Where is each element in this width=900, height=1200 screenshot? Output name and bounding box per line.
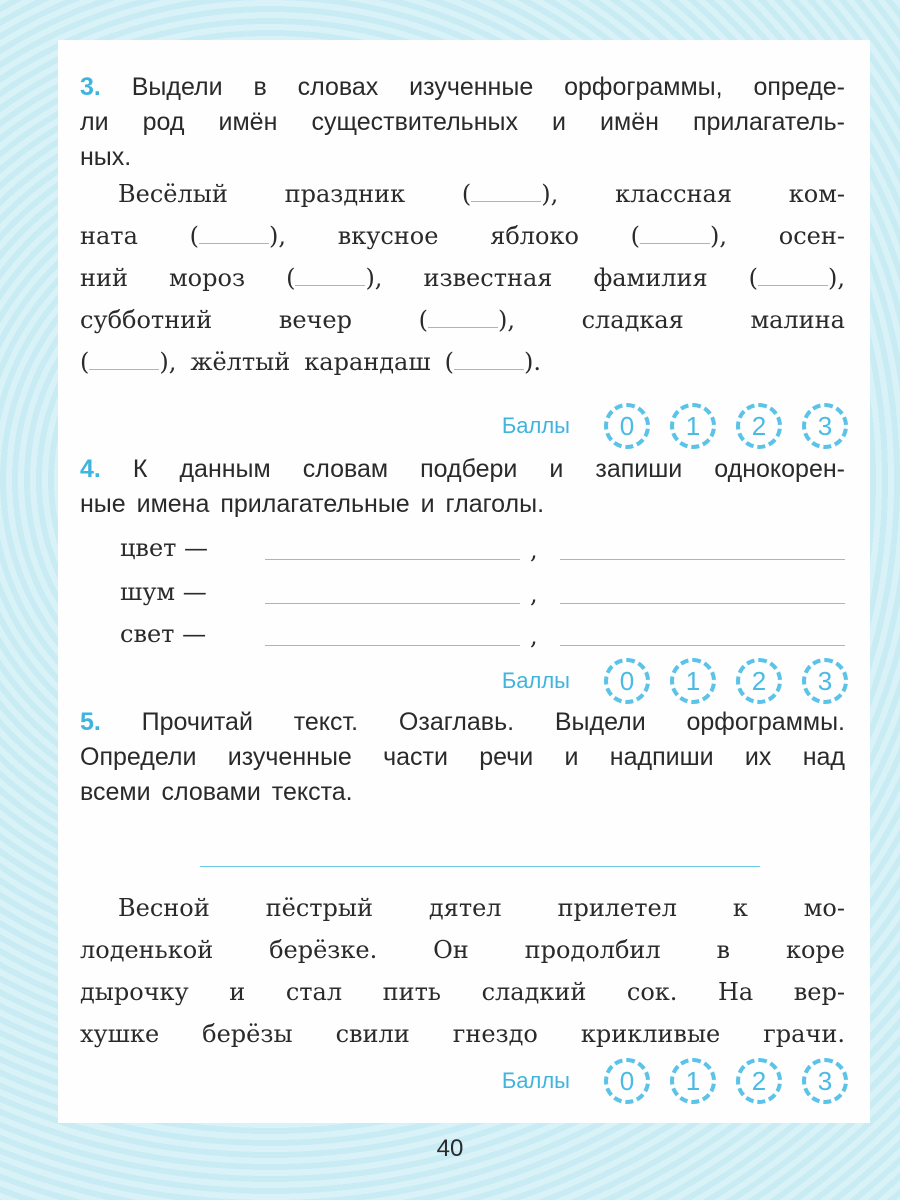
word: Он: [433, 936, 469, 964]
score-option-0[interactable]: 0: [604, 658, 650, 704]
score-option-3[interactable]: 3: [802, 1058, 848, 1104]
score-option-0[interactable]: 0: [604, 403, 650, 449]
word: прилетел: [557, 894, 677, 922]
instruction-line: [80, 705, 845, 740]
text-line: [80, 341, 845, 383]
word: классная: [615, 180, 732, 208]
word: (: [286, 264, 296, 292]
text-line: [80, 887, 845, 929]
word: (: [418, 306, 428, 334]
blank-group: [749, 257, 845, 299]
word: ).: [524, 348, 542, 376]
given-word: свет —: [120, 620, 207, 648]
word: мороз: [169, 264, 246, 292]
instruction-line: [80, 452, 845, 487]
text-line: [80, 173, 845, 215]
answer-blank[interactable]: [89, 350, 159, 370]
answer-line-verb[interactable]: [560, 603, 845, 604]
word: свили: [335, 1020, 410, 1048]
title-answer-line[interactable]: [200, 866, 760, 867]
word: карандаш: [304, 348, 431, 376]
score-label: Баллы: [501, 1068, 570, 1093]
answer-line-verb[interactable]: [560, 645, 845, 646]
blank-group: [419, 299, 515, 341]
word: к: [732, 894, 748, 922]
score-label: Баллы: [501, 668, 570, 693]
answer-blank[interactable]: [428, 308, 498, 328]
answer-blank[interactable]: [758, 266, 828, 286]
word: жёлтый: [190, 348, 291, 376]
text-line: [80, 299, 845, 341]
score-option-2[interactable]: 2: [736, 658, 782, 704]
instruction-text: всеми словами текста.: [80, 778, 353, 806]
given-word: шум —: [120, 578, 207, 606]
answer-blank[interactable]: [454, 350, 524, 370]
instruction-line: [80, 740, 845, 775]
word: коре: [785, 936, 845, 964]
word: (: [444, 348, 455, 376]
score-task-4: [502, 658, 848, 704]
page-number: 40: [436, 1135, 464, 1162]
instruction-line: [80, 70, 845, 105]
word: и: [229, 978, 246, 1006]
instruction-text: Прочитай текст. Озаглавь. Выдели орфограммы.: [141, 708, 845, 736]
word: (: [461, 180, 472, 208]
text-line: [80, 257, 845, 299]
word: берёзы: [202, 1020, 293, 1048]
word: вкусное: [337, 222, 439, 250]
word: ),: [827, 264, 845, 292]
word: берёзке.: [269, 936, 378, 964]
score-task-5: [502, 1058, 848, 1104]
word: (: [630, 222, 641, 250]
instruction-text: ных.: [80, 143, 132, 171]
word: сладкий: [481, 978, 587, 1006]
word: (: [748, 264, 758, 292]
word-row: [120, 614, 845, 654]
word: (: [80, 348, 90, 376]
score-option-3[interactable]: 3: [802, 403, 848, 449]
answer-line-adjective[interactable]: [265, 645, 520, 646]
word: грачи.: [763, 1020, 845, 1048]
task-4-instruction: [80, 452, 845, 522]
task-number: 5.: [80, 708, 101, 736]
text-line: [80, 971, 845, 1013]
instruction-text: ли род имён существительных и имён прилагатель-: [80, 108, 845, 136]
answer-blank[interactable]: [199, 224, 269, 244]
instruction-line: [80, 105, 845, 140]
word: ),: [497, 306, 515, 334]
word: ),: [710, 222, 728, 250]
word: осен-: [778, 222, 845, 250]
word: субботний: [80, 306, 213, 334]
word: ком-: [788, 180, 845, 208]
word: гнездо: [452, 1020, 538, 1048]
score-option-1[interactable]: 1: [670, 403, 716, 449]
word: крикливые: [580, 1020, 721, 1048]
score-option-2[interactable]: 2: [736, 403, 782, 449]
task-5-text: [80, 887, 845, 1055]
word: Весной: [118, 894, 210, 922]
instruction-text: К данным словам подбери и запиши однокорен-: [132, 455, 845, 483]
word: ),: [365, 264, 383, 292]
word: продолбил: [524, 936, 661, 964]
given-word: цвет —: [120, 534, 209, 562]
word: яблоко: [490, 222, 579, 250]
comma: ,: [530, 536, 538, 564]
task-number: 4.: [80, 455, 101, 483]
word: Весёлый: [118, 180, 228, 208]
word: ),: [269, 222, 286, 250]
score-option-1[interactable]: 1: [670, 1058, 716, 1104]
word-row: [120, 572, 845, 612]
score-option-1[interactable]: 1: [670, 658, 716, 704]
blank-group: [80, 341, 176, 383]
score-option-0[interactable]: 0: [604, 1058, 650, 1104]
word: пить: [382, 978, 441, 1006]
word: ната: [80, 222, 138, 250]
score-task-3: [502, 403, 848, 449]
instruction-line: [80, 487, 845, 522]
word: мо-: [803, 894, 845, 922]
answer-line-adjective[interactable]: [265, 559, 520, 560]
word: известная: [423, 264, 553, 292]
word: фамилия: [593, 264, 708, 292]
blank-group: [190, 215, 286, 257]
blank-group: [286, 257, 382, 299]
task-3-instruction: [80, 70, 845, 175]
word: На: [717, 978, 754, 1006]
instruction-text: ные имена прилагательные и глаголы.: [80, 490, 545, 518]
comma: ,: [530, 622, 538, 650]
instruction-line: [80, 140, 845, 175]
comma: ,: [530, 580, 538, 608]
word: праздник: [284, 180, 406, 208]
word: сок.: [626, 978, 678, 1006]
word: вер-: [793, 978, 845, 1006]
score-label: Баллы: [501, 413, 570, 438]
answer-blank[interactable]: [471, 182, 541, 202]
word: дырочку: [80, 978, 189, 1006]
blank-group: [462, 173, 558, 215]
word: хушке: [80, 1020, 160, 1048]
word: лоденькой: [80, 936, 214, 964]
text-line: [80, 1013, 845, 1055]
word: вечер: [278, 306, 352, 334]
task-3-text: [80, 173, 845, 383]
text-line: [80, 929, 845, 971]
word: ний: [80, 264, 128, 292]
answer-line-verb[interactable]: [560, 559, 845, 560]
word: дятел: [428, 894, 502, 922]
word: сладкая: [581, 306, 684, 334]
word-row: [120, 528, 845, 568]
blank-group: [445, 341, 541, 383]
blank-group: [631, 215, 727, 257]
word: ),: [159, 348, 177, 376]
word: стал: [285, 978, 343, 1006]
instruction-text: Определи изученные части речи и надпиши их над: [80, 743, 845, 771]
word: малина: [750, 306, 845, 334]
instruction-line: [80, 775, 845, 810]
task-number: 3.: [80, 73, 101, 101]
answer-line-adjective[interactable]: [265, 603, 520, 604]
instruction-text: Выдели в словах изученные орфограммы, опреде-: [131, 73, 845, 101]
answer-blank[interactable]: [640, 224, 710, 244]
word: ),: [541, 180, 559, 208]
score-option-2[interactable]: 2: [736, 1058, 782, 1104]
word: пёстрый: [265, 894, 374, 922]
text-line: [80, 215, 845, 257]
score-option-3[interactable]: 3: [802, 658, 848, 704]
word: в: [716, 936, 731, 964]
word: (: [189, 222, 199, 250]
task-5-instruction: [80, 705, 845, 810]
answer-blank[interactable]: [295, 266, 365, 286]
